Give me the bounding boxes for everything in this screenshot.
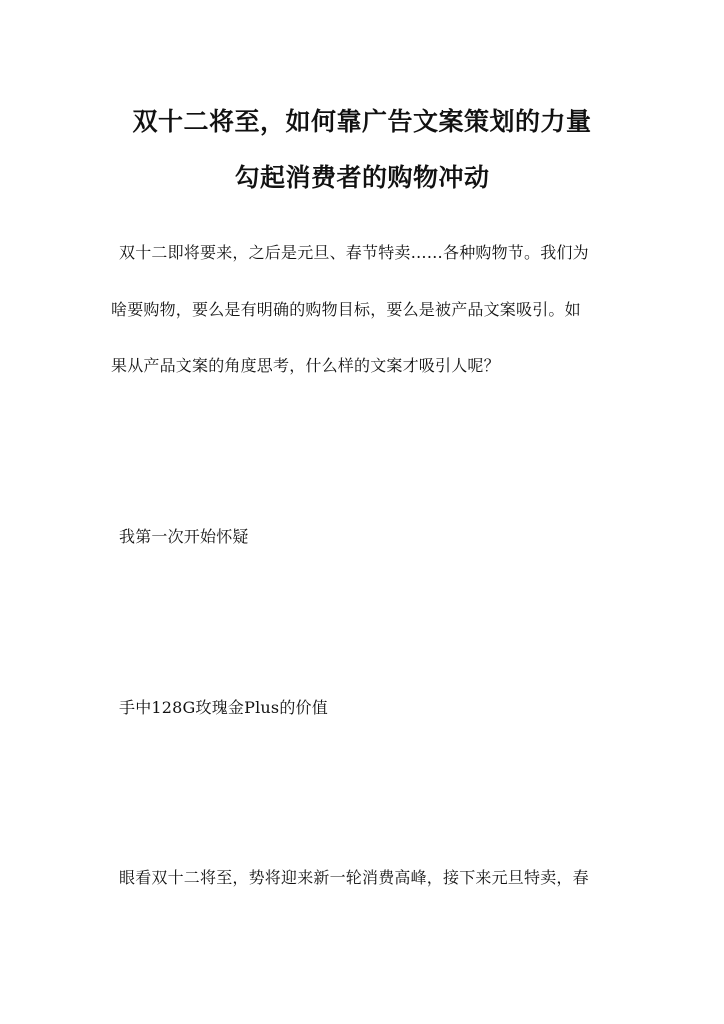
intro-paragraph-line-1: 双十二即将要来，之后是元旦、春节特卖……各种购物节。我们为 xyxy=(119,243,589,262)
doubt-line: 我第一次开始怀疑 xyxy=(119,527,249,546)
intro-paragraph-line-2: 啥要购物，要么是有明确的购物目标，要么是被产品文案吸引。如 xyxy=(111,300,581,319)
document-title-line-1: 双十二将至，如何靠广告文案策划的力量 xyxy=(132,107,592,136)
final-paragraph-line: 眼看双十二将至，势将迎来新一轮消费高峰，接下来元旦特卖，春 xyxy=(119,868,589,887)
value-line: 手中128G玫瑰金Plus的价值 xyxy=(119,698,328,717)
intro-paragraph-line-3: 果从产品文案的角度思考，什么样的文案才吸引人呢？ xyxy=(111,356,500,375)
document-title-line-2: 勾起消费者的购物冲动 xyxy=(234,163,490,192)
